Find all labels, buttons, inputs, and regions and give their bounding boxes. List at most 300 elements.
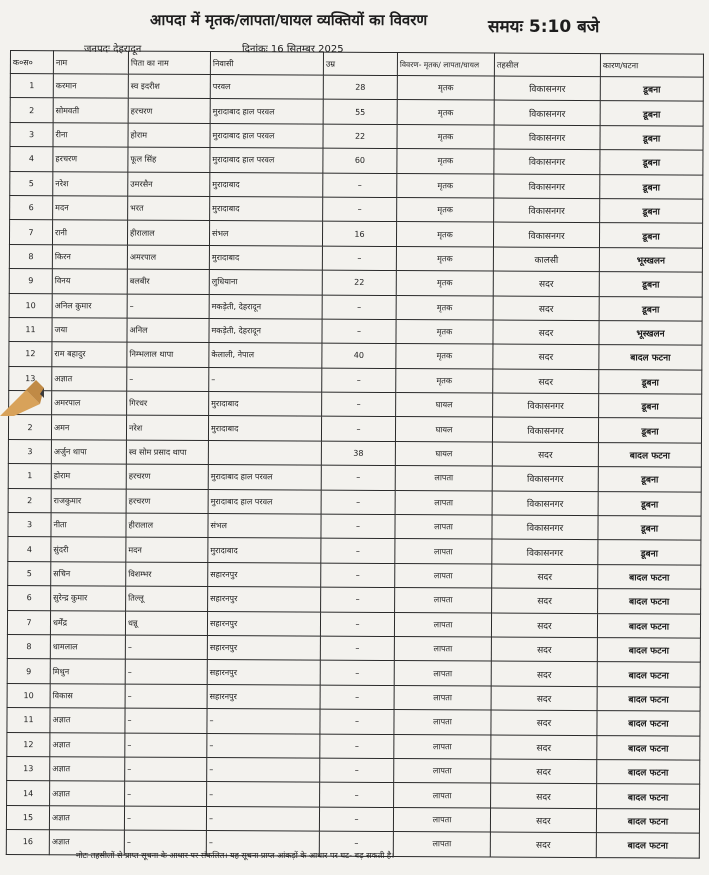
cell-age: 22 [322, 270, 396, 295]
cell-tehsil: सदर [491, 783, 597, 808]
report-time: समयः 5:10 बजे [488, 17, 600, 37]
cell-residence: मुरादाबाद [209, 392, 322, 417]
cell-age: – [320, 636, 394, 661]
table-row [7, 781, 700, 809]
table-row [7, 756, 700, 784]
cell-sno: 11 [7, 708, 50, 733]
cell-sno: 10 [7, 683, 50, 708]
cell-sno: 13 [7, 756, 50, 781]
table-row [8, 464, 701, 492]
col-header-sno: क०स० [10, 51, 53, 74]
cell-cause: बादल फटना [597, 613, 700, 638]
cell-cause: डूबना [598, 516, 701, 541]
pen-tip-icon [0, 368, 44, 416]
cell-father-name: स्व इदरीश [128, 74, 210, 99]
cell-age: 16 [322, 221, 396, 246]
cell-cause: डूबना [600, 199, 703, 224]
cell-cause: बादल फटना [597, 662, 700, 687]
cell-status: लापता [394, 758, 491, 783]
cell-father-name: उमरसैन [128, 172, 210, 197]
cell-father-name: तिल्लू [126, 586, 208, 611]
table-row [8, 415, 701, 443]
col-header-age: उम्र [323, 52, 397, 75]
cell-name: अज्ञात [50, 781, 125, 806]
table-row [7, 683, 700, 711]
cell-name: जया [52, 318, 127, 343]
cell-father-name: अमरपाल [127, 245, 209, 270]
footer-note: नोटः तहसीलों से प्राप्त सूचना के आधार पर संकलित। यह सूचना प्राप्त आंकड़ों के आधार पर घट- बढ़ सकती है। [76, 851, 395, 860]
cell-name: मदन [53, 196, 128, 221]
cell-sno: 13 [9, 366, 52, 391]
cell-cause: डूबना [599, 272, 702, 297]
cell-father-name: हरचरण [128, 99, 210, 124]
cell-father-name: – [127, 294, 209, 319]
cell-cause: बादल फटना [598, 589, 701, 614]
cell-sno: 4 [10, 147, 53, 172]
cell-tehsil: सदर [490, 832, 596, 857]
cell-tehsil: सदर [493, 369, 599, 394]
cell-father-name: होराम [128, 123, 210, 148]
cell-tehsil: कालसी [493, 247, 599, 272]
cell-name: अमरपाल [52, 391, 127, 416]
table-row [8, 561, 701, 589]
cell-tehsil: सदर [492, 564, 598, 589]
cell-tehsil: विकासनगर [494, 125, 600, 150]
cell-father-name: – [125, 733, 207, 758]
cell-name: किरन [52, 244, 127, 269]
cell-tehsil: सदर [490, 808, 596, 833]
cell-residence: – [207, 709, 320, 734]
cell-father-name: हरचरण [126, 464, 208, 489]
col-header-residence: निवासी [210, 52, 323, 76]
cell-status: लापता [395, 539, 492, 564]
table-row [9, 244, 702, 272]
cell-residence [208, 440, 321, 465]
cell-residence: मुरादाबाद [210, 197, 323, 222]
cell-sno: 1 [10, 74, 53, 99]
cell-father-name: – [125, 635, 207, 660]
table-row [9, 342, 702, 370]
cell-status: मृतक [397, 149, 494, 174]
cell-tehsil: सदर [491, 686, 597, 711]
cell-cause: डूबना [598, 540, 701, 565]
cell-age: – [320, 734, 394, 759]
cell-age: – [321, 465, 395, 490]
cell-tehsil: विकासनगर [493, 222, 599, 247]
table-row [8, 439, 701, 467]
cell-status: मृतक [397, 197, 494, 222]
report-date: दिनांकः 16 सितम्बर 2025 [242, 44, 344, 55]
cell-age: – [320, 612, 394, 637]
cell-cause: डूबना [599, 369, 702, 394]
table-row [6, 805, 699, 833]
cell-cause: बादल फटना [596, 808, 699, 833]
cell-cause: डूबना [599, 394, 702, 419]
cell-residence: संभल [209, 221, 322, 246]
table-row [10, 122, 703, 150]
cell-age: – [321, 539, 395, 564]
cell-sno: 5 [8, 561, 51, 586]
cell-residence: सहारनपुर [207, 611, 320, 636]
cell-age: – [319, 831, 393, 856]
cell-father-name: निम्भलाल थापा [127, 342, 209, 367]
cell-residence: – [207, 757, 320, 782]
cell-status: मृतक [396, 319, 493, 344]
cell-sno: 16 [6, 830, 49, 855]
cell-tehsil: सदर [493, 320, 599, 345]
cell-cause: डूबना [600, 150, 703, 175]
cell-name: विनय [52, 269, 127, 294]
cell-tehsil: विकासनगर [494, 174, 600, 199]
cell-tehsil: विकासनगर [494, 100, 600, 125]
cell-status: मृतक [396, 344, 493, 369]
cell-sno: 2 [10, 98, 53, 123]
cell-residence: सहारनपुर [208, 587, 321, 612]
cell-sno: 3 [8, 439, 51, 464]
cell-residence: मुरादाबाद हाल परवल [208, 465, 321, 490]
cell-tehsil: विकासनगर [494, 198, 600, 223]
cell-cause: बादल फटना [598, 564, 701, 589]
cell-status: लापता [395, 466, 492, 491]
cell-cause: बादल फटना [597, 638, 700, 663]
table-row [9, 293, 702, 321]
cell-residence: मुरादाबाद हाल परवल [210, 123, 323, 148]
cell-father-name: – [125, 781, 207, 806]
document-title: आपदा में मृतक/लापता/घायल व्यक्तियों का विवरण [150, 11, 428, 29]
table-body [6, 74, 703, 858]
cell-name: होराम [51, 464, 126, 489]
cell-tehsil: विकासनगर [492, 418, 598, 443]
cell-status: लापता [393, 807, 490, 832]
cell-age: – [320, 709, 394, 734]
cell-father-name: हरचरण [126, 489, 208, 514]
cell-name: राजकुमार [51, 488, 126, 513]
cell-age: – [322, 246, 396, 271]
table-row [10, 195, 703, 223]
cell-sno: 9 [9, 269, 52, 294]
cell-cause: बादल फटना [597, 711, 700, 736]
cell-tehsil: सदर [492, 588, 598, 613]
cell-sno: 3 [10, 122, 53, 147]
cell-status: मृतक [397, 100, 494, 125]
table-row [9, 366, 702, 394]
cell-cause: बादल फटना [597, 760, 700, 785]
cell-father-name: अनिल [127, 318, 209, 343]
cell-cause: बादल फटना [598, 442, 701, 467]
table-row [10, 171, 703, 199]
cell-residence: केलाली, नेपाल [209, 343, 322, 368]
cell-age: 38 [321, 441, 395, 466]
cell-residence: – [206, 806, 319, 831]
cell-status: मृतक [397, 124, 494, 149]
cell-status: लापता [394, 661, 491, 686]
cell-cause: डूबना [599, 223, 702, 248]
cell-father-name: हीरालाल [127, 220, 209, 245]
cell-name: सोमवती [53, 98, 128, 123]
cell-status: लापता [394, 710, 491, 735]
table-row [9, 220, 702, 248]
table-row [8, 488, 701, 516]
cell-age: – [322, 295, 396, 320]
col-header-cause: कारण/घटना [600, 54, 703, 78]
table-row [10, 147, 703, 175]
cell-residence: मुरादाबाद हाल परवल [208, 489, 321, 514]
cell-sno: 7 [7, 610, 50, 635]
cell-cause: भूस्खलन [599, 247, 702, 272]
cell-cause: डूबना [598, 491, 701, 516]
cell-cause: बादल फटना [597, 784, 700, 809]
cell-tehsil: सदर [493, 296, 599, 321]
district-label: जनपदः देहरादून [84, 44, 142, 55]
cell-age: – [320, 685, 394, 710]
cell-name: अज्ञात [50, 708, 125, 733]
cell-residence: मुरादाबाद हाल परवल [210, 99, 323, 124]
cell-cause: डूबना [600, 174, 703, 199]
cell-cause: बादल फटना [597, 686, 700, 711]
cell-father-name: – [124, 830, 206, 855]
cell-tehsil: विकासनगर [494, 149, 600, 174]
cell-residence: मुरादाबाद [210, 172, 323, 197]
cell-sno: 1 [8, 464, 51, 489]
cell-cause: डूबना [599, 296, 702, 321]
cell-sno: 2 [8, 488, 51, 513]
cell-sno: 5 [10, 171, 53, 196]
cell-residence: – [207, 782, 320, 807]
cell-father-name: धन्नू [125, 611, 207, 636]
cell-sno: 6 [10, 195, 53, 220]
cell-name: अनिल कुमार [52, 293, 127, 318]
cell-sno: 11 [9, 317, 52, 342]
cell-father-name: बलबीर [127, 269, 209, 294]
cell-sno: 8 [7, 634, 50, 659]
cell-name: राम बहादुर [52, 342, 127, 367]
cell-status: घायल [395, 417, 492, 442]
cell-name: विकास [50, 683, 125, 708]
cell-name: अज्ञात [50, 732, 125, 757]
cell-tehsil: सदर [491, 710, 597, 735]
cell-status: लापता [394, 685, 491, 710]
table-row [8, 513, 701, 541]
cell-name: धर्मेंद्र [50, 610, 125, 635]
cell-name: नरेश [53, 171, 128, 196]
cell-status: लापता [395, 588, 492, 613]
cell-tehsil: सदर [491, 759, 597, 784]
cell-tehsil: विकासनगर [492, 515, 598, 540]
cell-sno: 12 [7, 732, 50, 757]
cell-father-name: – [125, 757, 207, 782]
cell-sno: 15 [6, 805, 49, 830]
cell-father-name: गिरधर [127, 391, 209, 416]
cell-age: 55 [323, 100, 397, 125]
cell-status: मृतक [396, 246, 493, 271]
cell-cause: डूबना [598, 418, 701, 443]
table-row [9, 317, 702, 345]
cell-father-name: – [127, 367, 209, 392]
cell-status: मृतक [397, 173, 494, 198]
cell-cause: डूबना [598, 467, 701, 492]
cell-residence: मकड़ेती, देहरादून [209, 318, 322, 343]
cell-cause: डूबना [600, 101, 703, 126]
table-row [9, 269, 702, 297]
cell-name: नीता [51, 513, 126, 538]
cell-residence: – [206, 831, 319, 856]
cell-age: – [322, 368, 396, 393]
cell-name: अज्ञात [49, 830, 124, 855]
cell-name: रीना [53, 123, 128, 148]
cell-age: – [321, 563, 395, 588]
cell-sno: 8 [9, 244, 52, 269]
cell-cause: डूबना [600, 77, 703, 102]
cell-age: – [321, 514, 395, 539]
cell-residence: सहारनपुर [207, 636, 320, 661]
cell-sno: 14 [7, 781, 50, 806]
cell-sno: 4 [8, 537, 51, 562]
cell-father-name: विशम्भर [126, 562, 208, 587]
cell-sno: 10 [9, 293, 52, 318]
cell-residence: लुधियाना [209, 270, 322, 295]
cell-status: लापता [394, 637, 491, 662]
cell-cause: भूस्खलन [599, 320, 702, 345]
cell-status: लापता [394, 612, 491, 637]
table-row [7, 610, 700, 638]
cell-sno: 3 [8, 513, 51, 538]
cell-age: – [321, 417, 395, 442]
cell-residence: मुरादाबाद [208, 538, 321, 563]
table-row [10, 74, 703, 102]
cell-sno: 12 [9, 342, 52, 367]
cell-residence: परवल [210, 75, 323, 100]
cell-cause: बादल फटना [599, 345, 702, 370]
cell-status: लापता [394, 783, 491, 808]
table-row [9, 391, 702, 419]
col-header-status: विवरण- मृतक/ लापता/घायल [397, 53, 494, 77]
cell-residence: सहारनपुर [208, 562, 321, 587]
cell-tehsil: सदर [491, 661, 597, 686]
cell-residence: – [207, 733, 320, 758]
casualty-table [6, 50, 704, 858]
cell-father-name: फूल सिंह [128, 147, 210, 172]
cell-status: लापता [393, 832, 490, 857]
cell-father-name: मदन [126, 538, 208, 563]
cell-residence: मकड़ेती, देहरादून [209, 294, 322, 319]
cell-status: मृतक [396, 222, 493, 247]
cell-tehsil: विकासनगर [492, 466, 598, 491]
cell-tehsil: सदर [491, 637, 597, 662]
cell-residence: सहारनपुर [207, 684, 320, 709]
cell-status: मृतक [396, 295, 493, 320]
cell-tehsil: सदर [493, 271, 599, 296]
cell-cause: बादल फटना [596, 833, 699, 858]
cell-name: सचिन [51, 562, 126, 587]
cell-tehsil: सदर [491, 613, 597, 638]
cell-sno: 2 [8, 415, 51, 440]
cell-age: – [323, 173, 397, 198]
cell-residence: मुरादाबाद [209, 245, 322, 270]
cell-residence: मुरादाबाद [208, 416, 321, 441]
cell-age: 40 [322, 343, 396, 368]
cell-status: मृतक [396, 368, 493, 393]
cell-cause: डूबना [600, 125, 703, 150]
cell-age: 28 [323, 75, 397, 100]
col-header-father: पिता का नाम [128, 51, 210, 74]
col-header-tehsil: तहसील [494, 53, 600, 77]
cell-name: करमान [53, 74, 128, 99]
cell-age: – [323, 197, 397, 222]
cell-name: हरचरण [53, 147, 128, 172]
cell-residence: मुरादाबाद हाल परवल [210, 148, 323, 173]
cell-name: अर्जुन थापा [51, 440, 126, 465]
cell-father-name: – [125, 708, 207, 733]
cell-father-name: स्व सोम प्रसाद थापा [126, 440, 208, 465]
cell-tehsil: विकासनगर [492, 539, 598, 564]
cell-name: अज्ञात [49, 805, 124, 830]
cell-name: अज्ञात [50, 757, 125, 782]
cell-tehsil: सदर [491, 735, 597, 760]
cell-age: – [320, 661, 394, 686]
cell-age: 60 [323, 148, 397, 173]
cell-father-name: – [125, 659, 207, 684]
table-row [7, 659, 700, 687]
table-row [7, 708, 700, 736]
cell-status: लापता [395, 515, 492, 540]
cell-age: – [322, 319, 396, 344]
cell-father-name: – [124, 806, 206, 831]
cell-residence: सहारनपुर [207, 660, 320, 685]
cell-name: धामलाल [50, 635, 125, 660]
cell-tehsil: सदर [493, 344, 599, 369]
cell-name: रानी [52, 220, 127, 245]
cell-tehsil: विकासनगर [493, 393, 599, 418]
cell-status: लापता [395, 563, 492, 588]
cell-sno: 6 [8, 586, 51, 611]
table-row [8, 586, 701, 614]
cell-name: सुरेन्द्र कुमार [51, 586, 126, 611]
cell-name: अज्ञात [52, 366, 127, 391]
table-row [8, 537, 701, 565]
cell-name: सुंदरी [51, 537, 126, 562]
cell-father-name: – [125, 684, 207, 709]
cell-tehsil: सदर [492, 442, 598, 467]
cell-status: मृतक [397, 76, 494, 101]
cell-father-name: नरेश [126, 416, 208, 441]
cell-age: – [322, 392, 396, 417]
cell-residence: – [209, 367, 322, 392]
table-row [7, 634, 700, 662]
cell-age: 22 [323, 124, 397, 149]
cell-age: – [320, 782, 394, 807]
table-row [10, 98, 703, 126]
cell-name: अमन [51, 415, 126, 440]
cell-name: मिथुन [50, 659, 125, 684]
col-header-name: नाम [53, 51, 128, 74]
cell-age: – [320, 758, 394, 783]
cell-status: घायल [396, 393, 493, 418]
cell-age: – [321, 587, 395, 612]
cell-age: – [321, 490, 395, 515]
cell-father-name: हीरालाल [126, 513, 208, 538]
cell-status: लापता [395, 490, 492, 515]
cell-status: लापता [394, 734, 491, 759]
cell-status: घायल [395, 441, 492, 466]
table-row [7, 732, 700, 760]
cell-age: – [319, 807, 393, 832]
cell-sno: 9 [7, 659, 50, 684]
cell-residence: संभल [208, 514, 321, 539]
cell-sno: 7 [9, 220, 52, 245]
cell-cause: बादल फटना [597, 735, 700, 760]
cell-father-name: भरत [128, 196, 210, 221]
cell-tehsil: विकासनगर [492, 491, 598, 516]
